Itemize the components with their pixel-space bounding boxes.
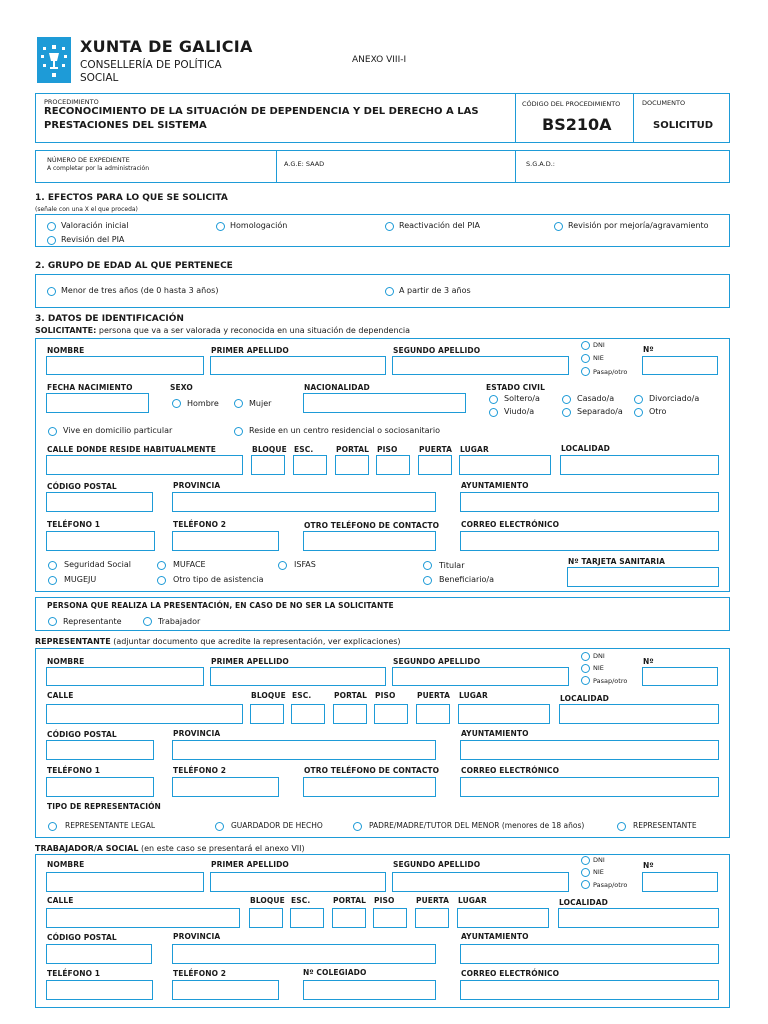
rep-piso-input[interactable]	[374, 704, 408, 724]
radio-isfas[interactable]	[278, 561, 287, 570]
option-label: Homologación	[230, 221, 288, 230]
portal-label: PORTAL	[334, 691, 368, 700]
expediente-label: NÚMERO DE EXPEDIENTE	[47, 156, 130, 164]
ss-label: Seguridad Social	[64, 560, 131, 569]
divider	[633, 93, 634, 143]
piso-input[interactable]	[376, 455, 410, 475]
radio-pasap[interactable]	[581, 367, 590, 376]
dni-label: DNI	[593, 856, 605, 864]
otro-tel-label: OTRO TELÉFONO DE CONTACTO	[304, 521, 440, 530]
radio-domicilio[interactable]	[48, 427, 57, 436]
ts-puerta-input[interactable]	[415, 908, 449, 928]
segundo-apellido-label: SEGUNDO APELLIDO	[393, 346, 481, 355]
section1-title: 1. EFECTOS PARA LO QUE SE SOLICITA	[35, 193, 228, 203]
esc-label: ESC.	[291, 896, 311, 905]
radio-presenter-representante[interactable]	[48, 617, 57, 626]
fecha-nac-input[interactable]	[46, 393, 149, 413]
radio-guardador-hecho[interactable]	[215, 822, 224, 831]
dept-line2: SOCIAL	[80, 72, 119, 84]
tel2-label: TELÉFONO 2	[173, 766, 227, 775]
calle-label: CALLE	[47, 691, 74, 700]
radio-mugeju[interactable]	[48, 576, 57, 585]
otro-tel-input[interactable]	[303, 531, 436, 551]
tarjeta-label: Nº TARJETA SANITARIA	[568, 557, 666, 566]
ts-tel2-input[interactable]	[172, 980, 279, 1000]
tel1-input[interactable]	[46, 531, 155, 551]
ts-nombre-input[interactable]	[46, 872, 204, 892]
radio-rep-pasap[interactable]	[581, 676, 590, 685]
rep-esc-input[interactable]	[291, 704, 325, 724]
pasap-label: Pasap/otro	[593, 881, 628, 889]
mujer-label: Mujer	[249, 399, 272, 408]
segundo-apellido-label: SEGUNDO APELLIDO	[393, 657, 481, 666]
radio-homologacion[interactable]	[216, 222, 225, 231]
esc-input[interactable]	[293, 455, 327, 475]
radio-centro[interactable]	[234, 427, 243, 436]
ayuntamiento-label: AYUNTAMIENTO	[461, 481, 529, 490]
dni-label: DNI	[593, 341, 605, 349]
sexo-label: SEXO	[170, 383, 193, 392]
divider	[515, 150, 516, 183]
tipo-label	[369, 821, 584, 830]
ayuntamiento-input[interactable]	[460, 492, 719, 512]
casado-label: Casado/a	[577, 394, 615, 403]
localidad-label: LOCALIDAD	[559, 898, 608, 907]
radio-a-partir-tres[interactable]	[385, 287, 394, 296]
ts-calle-input[interactable]	[46, 908, 240, 928]
radio-casado[interactable]	[562, 395, 571, 404]
provincia-label: PROVINCIA	[173, 729, 221, 738]
puerta-label: PUERTA	[416, 896, 450, 905]
coat-of-arms-icon	[37, 37, 71, 83]
ts-primer-apellido-input[interactable]	[210, 872, 386, 892]
rep-correo-input[interactable]	[460, 777, 719, 797]
radio-ts-dni[interactable]	[581, 856, 590, 865]
segundo-apellido-label: SEGUNDO APELLIDO	[393, 860, 481, 869]
ts-num-doc-input[interactable]	[642, 872, 718, 892]
esc-label: ESC.	[292, 691, 312, 700]
sgad-label: S.G.A.D.:	[526, 160, 555, 168]
nie-label: NIE	[593, 868, 604, 876]
nombre-input[interactable]	[46, 356, 204, 375]
code-label: CÓDIGO DEL PROCEDIMIENTO	[522, 100, 621, 108]
provincia-label: PROVINCIA	[173, 932, 221, 941]
calle-input[interactable]	[46, 455, 243, 475]
radio-representante[interactable]	[617, 822, 626, 831]
rep-cp-input[interactable]	[46, 740, 154, 760]
nombre-label: NOMBRE	[47, 657, 85, 666]
num-label: Nº	[643, 657, 654, 666]
radio-valoracion-inicial[interactable]	[47, 222, 56, 231]
tipo-representacion-label: TIPO DE REPRESENTACIÓN	[47, 802, 161, 811]
pasap-label: Pasap/otro	[593, 677, 628, 685]
localidad-input[interactable]	[560, 455, 719, 475]
presenter-trabajador-label: Trabajador	[158, 617, 201, 626]
divorciado-label: Divorciado/a	[649, 394, 700, 403]
divider	[515, 93, 516, 143]
rep-bloque-input[interactable]	[250, 704, 284, 724]
solicitante-bold: SOLICITANTE:	[35, 326, 97, 335]
trabajador-bold: TRABAJADOR/A SOCIAL	[35, 844, 139, 853]
primer-apellido-label: PRIMER APELLIDO	[211, 860, 289, 869]
presenter-title: PERSONA QUE REALIZA LA PRESENTACIÓN, EN CASO DE NO SER LA SOLICITANTE	[47, 601, 394, 610]
nie-label: NIE	[593, 354, 604, 362]
correo-label: CORREO ELECTRÓNICO	[461, 766, 560, 775]
option-label: Valoración inicial	[61, 221, 129, 230]
radio-otro-asistencia[interactable]	[157, 576, 166, 585]
rep-ayuntamiento-input[interactable]	[460, 740, 719, 760]
provincia-label: PROVINCIA	[173, 481, 221, 490]
separado-label: Separado/a	[577, 407, 623, 416]
piso-label: PISO	[375, 691, 396, 700]
section1-box	[35, 214, 730, 247]
otro-label: Otro	[649, 407, 667, 416]
fecha-nac-label: FECHA NACIMIENTO	[47, 383, 133, 392]
tel1-label: TELÉFONO 1	[47, 969, 101, 978]
rep-segundo-apellido-input[interactable]	[392, 667, 569, 686]
menores-label: (menores de 18 años)	[501, 821, 585, 830]
ts-cp-input[interactable]	[46, 944, 152, 964]
nacionalidad-input[interactable]	[303, 393, 466, 413]
tel2-input[interactable]	[172, 531, 279, 551]
radio-otro-estado[interactable]	[634, 408, 643, 417]
portal-input[interactable]	[335, 455, 369, 475]
lugar-label: LUGAR	[458, 896, 487, 905]
num-label: Nº	[643, 345, 654, 354]
solicitante-heading	[35, 326, 410, 335]
correo-label: CORREO ELECTRÓNICO	[461, 969, 560, 978]
rep-provincia-input[interactable]	[172, 740, 436, 760]
procedure-label: PROCEDIMIENTO	[44, 98, 99, 106]
radio-reactivacion[interactable]	[385, 222, 394, 231]
domicilio-label: Vive en domicilio particular	[63, 426, 173, 435]
radio-revision-pia[interactable]	[47, 236, 56, 245]
radio-revision-mejoria[interactable]	[554, 222, 563, 231]
radio-titular[interactable]	[423, 561, 432, 570]
ts-lugar-input[interactable]	[457, 908, 549, 928]
option-label: Reactivación del PIA	[399, 221, 480, 230]
rep-nombre-input[interactable]	[46, 667, 204, 686]
calle-label: CALLE	[47, 896, 74, 905]
tel2-label: TELÉFONO 2	[173, 969, 227, 978]
trabajador-heading	[35, 844, 305, 853]
ts-provincia-input[interactable]	[172, 944, 436, 964]
rep-portal-input[interactable]	[333, 704, 367, 724]
annex-label: ANEXO VIII-I	[352, 55, 407, 65]
org-title: XUNTA DE GALICIA	[80, 37, 253, 56]
rep-lugar-input[interactable]	[458, 704, 550, 724]
provincia-input[interactable]	[172, 492, 436, 512]
procedure-box	[35, 93, 730, 143]
tipo-label: REPRESENTANTE	[633, 821, 697, 830]
tel2-label: TELÉFONO 2	[173, 520, 227, 529]
doc-label: DOCUMENTO	[642, 99, 686, 107]
correo-input[interactable]	[460, 531, 719, 551]
lugar-label: LUGAR	[460, 445, 489, 454]
bloque-input[interactable]	[251, 455, 285, 475]
lugar-label: LUGAR	[459, 691, 488, 700]
rep-num-doc-input[interactable]	[642, 667, 718, 686]
section2-title: 2. GRUPO DE EDAD AL QUE PERTENECE	[35, 261, 233, 271]
representante-heading	[35, 637, 401, 646]
tarjeta-input[interactable]	[567, 567, 719, 587]
beneficiario-label: Beneficiario/a	[439, 575, 494, 584]
viudo-label: Viudo/a	[504, 407, 535, 416]
rep-otro-tel-input[interactable]	[303, 777, 436, 797]
piso-label: PISO	[374, 896, 395, 905]
ts-colegiado-input[interactable]	[303, 980, 436, 1000]
radio-muface[interactable]	[157, 561, 166, 570]
radio-divorciado[interactable]	[634, 395, 643, 404]
colegiado-label: Nº COLEGIADO	[303, 968, 367, 977]
primer-apellido-label: PRIMER APELLIDO	[211, 657, 289, 666]
representante-text: (adjuntar documento que acredite la representación, ver explicaciones)	[113, 637, 401, 646]
rep-localidad-input[interactable]	[559, 704, 719, 724]
segundo-apellido-input[interactable]	[392, 356, 569, 375]
rep-tel1-input[interactable]	[46, 777, 154, 797]
section3-title: 3. DATOS DE IDENTIFICACIÓN	[35, 314, 184, 324]
lugar-input[interactable]	[459, 455, 551, 475]
tipo-label: REPRESENTANTE LEGAL	[65, 821, 156, 830]
ts-segundo-apellido-input[interactable]	[392, 872, 569, 892]
radio-ts-pasap[interactable]	[581, 880, 590, 889]
tel1-label: TELÉFONO 1	[47, 766, 101, 775]
cp-label: CÓDIGO POSTAL	[47, 730, 117, 739]
radio-soltero[interactable]	[489, 395, 498, 404]
estado-civil-label: ESTADO CIVIL	[486, 383, 545, 392]
representante-bold: REPRESENTANTE	[35, 637, 111, 646]
nombre-label: NOMBRE	[47, 860, 85, 869]
cp-label: CÓDIGO POSTAL	[47, 933, 117, 942]
piso-label: PISO	[377, 445, 398, 454]
rep-tel2-input[interactable]	[172, 777, 279, 797]
num-doc-input[interactable]	[642, 356, 718, 375]
puerta-label: PUERTA	[417, 691, 451, 700]
hombre-label: Hombre	[187, 399, 219, 408]
tel1-label: TELÉFONO 1	[47, 520, 101, 529]
isfas-label: ISFAS	[294, 560, 316, 569]
bloque-label: BLOQUE	[250, 896, 285, 905]
radio-ts-nie[interactable]	[581, 868, 590, 877]
radio-nie[interactable]	[581, 354, 590, 363]
primer-apellido-label: PRIMER APELLIDO	[211, 346, 289, 355]
rep-calle-input[interactable]	[46, 704, 243, 724]
esc-label: ESC.	[294, 445, 314, 454]
cp-input[interactable]	[46, 492, 153, 512]
divider	[276, 150, 277, 183]
localidad-label: LOCALIDAD	[561, 444, 610, 453]
ts-portal-input[interactable]	[332, 908, 366, 928]
mugeju-label: MUGEJU	[64, 575, 97, 584]
procedure-title-line2: PRESTACIONES DEL SISTEMA	[44, 120, 207, 131]
ts-correo-input[interactable]	[460, 980, 719, 1000]
ts-piso-input[interactable]	[373, 908, 407, 928]
expediente-sub: A completar por la administración	[47, 165, 150, 172]
option-label: A partir de 3 años	[399, 286, 471, 295]
titular-label: Titular	[439, 561, 465, 570]
ts-tel1-input[interactable]	[46, 980, 153, 1000]
radio-beneficiario[interactable]	[423, 576, 432, 585]
dni-label: DNI	[593, 652, 605, 660]
otro-asist-label: Otro tipo de asistencia	[173, 575, 264, 584]
otro-tel-label: OTRO TELÉFONO DE CONTACTO	[304, 766, 440, 775]
age-label: A.G.E: SAAD	[284, 160, 325, 168]
radio-representante-legal[interactable]	[48, 822, 57, 831]
ts-bloque-input[interactable]	[249, 908, 283, 928]
procedure-code: BS210A	[542, 115, 612, 134]
radio-presenter-trabajador[interactable]	[143, 617, 152, 626]
trabajador-text: (en este caso se presentará el anexo VII)	[141, 844, 305, 853]
portal-label: PORTAL	[336, 445, 370, 454]
ts-esc-input[interactable]	[290, 908, 324, 928]
nombre-label: NOMBRE	[47, 346, 85, 355]
correo-label: CORREO ELECTRÓNICO	[461, 520, 560, 529]
bloque-label: BLOQUE	[251, 691, 286, 700]
radio-mujer[interactable]	[234, 399, 243, 408]
xunta-logo	[37, 37, 71, 83]
portal-label: PORTAL	[333, 896, 367, 905]
solicitante-text: persona que va a ser valorada y reconocida en una situación de dependencia	[98, 326, 411, 335]
ayuntamiento-label: AYUNTAMIENTO	[461, 729, 529, 738]
radio-rep-dni[interactable]	[581, 652, 590, 661]
section1-note: (señale con una X el que proceda)	[35, 206, 138, 213]
centro-label: Reside en un centro residencial o sociosanitario	[249, 426, 440, 435]
doc-type: SOLICITUD	[653, 120, 714, 131]
radio-viudo[interactable]	[489, 408, 498, 417]
procedure-title-line1: RECONOCIMIENTO DE LA SITUACIÓN DE DEPENDENCIA Y DEL DERECHO A LAS	[44, 106, 479, 117]
radio-seguridad-social[interactable]	[48, 561, 57, 570]
cp-label: CÓDIGO POSTAL	[47, 482, 117, 491]
radio-padre-madre-tutor[interactable]	[353, 822, 362, 831]
option-label: Revisión por mejoría/agravamiento	[568, 221, 709, 230]
tipo-padre-label: PADRE/MADRE/TUTOR DEL MENOR	[369, 821, 500, 830]
ayuntamiento-label: AYUNTAMIENTO	[461, 932, 529, 941]
ts-ayuntamiento-input[interactable]	[460, 944, 719, 964]
radio-menor-tres[interactable]	[47, 287, 56, 296]
soltero-label: Soltero/a	[504, 394, 540, 403]
nie-label: NIE	[593, 664, 604, 672]
radio-separado[interactable]	[562, 408, 571, 417]
muface-label: MUFACE	[173, 560, 206, 569]
option-label: Menor de tres años (de 0 hasta 3 años)	[61, 286, 219, 295]
option-label: Revisión del PIA	[61, 235, 125, 244]
pasap-label: Pasap/otro	[593, 368, 628, 376]
rep-primer-apellido-input[interactable]	[210, 667, 386, 686]
puerta-label: PUERTA	[419, 445, 453, 454]
nacionalidad-label: NACIONALIDAD	[304, 383, 370, 392]
bloque-label: BLOQUE	[252, 445, 287, 454]
radio-dni[interactable]	[581, 341, 590, 350]
radio-rep-nie[interactable]	[581, 664, 590, 673]
presenter-representante-label: Representante	[63, 617, 122, 626]
radio-hombre[interactable]	[172, 399, 181, 408]
rep-puerta-input[interactable]	[416, 704, 450, 724]
primer-apellido-input[interactable]	[210, 356, 386, 375]
localidad-label: LOCALIDAD	[560, 694, 609, 703]
dept-line1: CONSELLERÍA DE POLÍTICA	[80, 59, 222, 71]
tipo-label: GUARDADOR DE HECHO	[231, 821, 323, 830]
ts-localidad-input[interactable]	[558, 908, 719, 928]
calle-reside-label: CALLE DONDE RESIDE HABITUALMENTE	[47, 445, 216, 454]
num-label: Nº	[643, 861, 654, 870]
puerta-input[interactable]	[418, 455, 452, 475]
